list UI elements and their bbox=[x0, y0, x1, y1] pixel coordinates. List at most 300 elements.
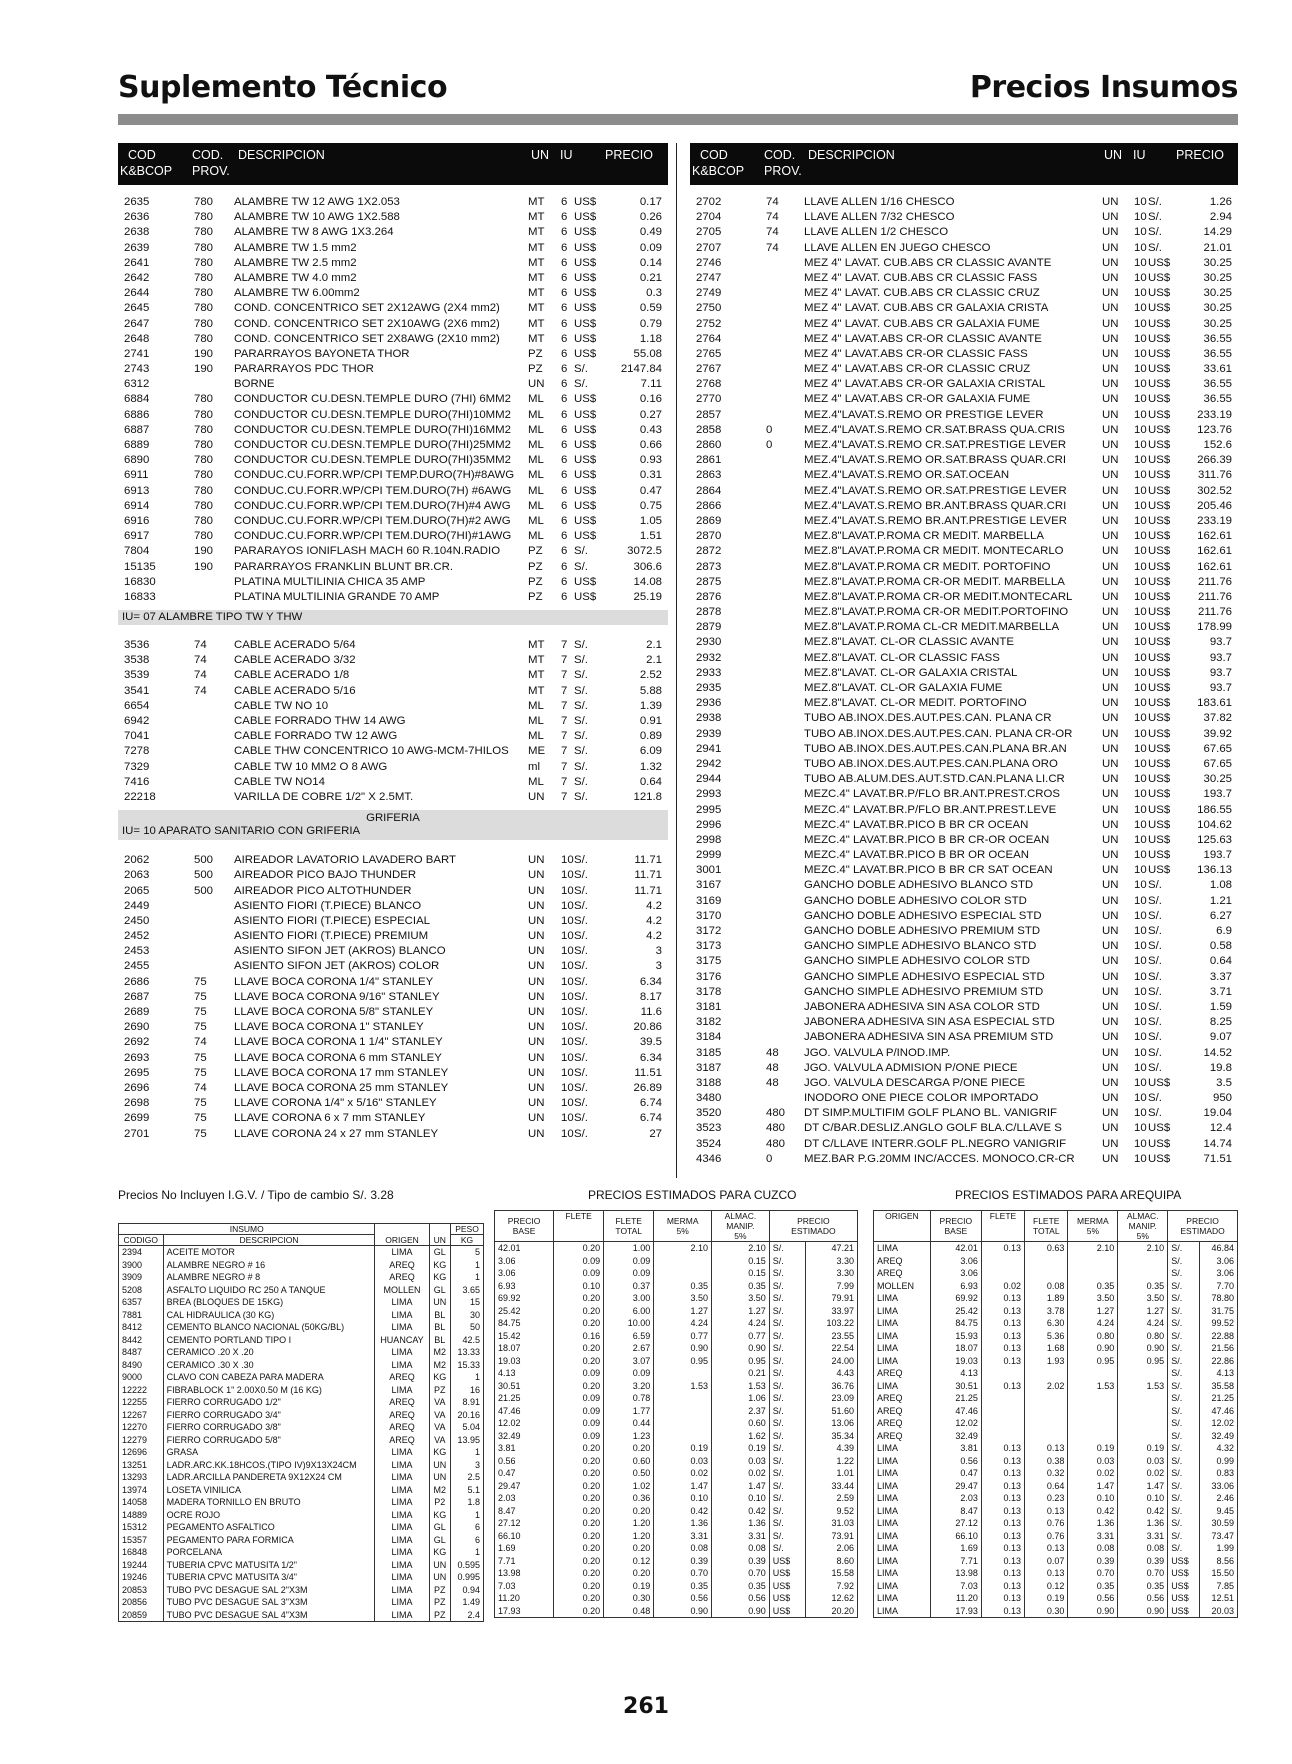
arequipa-base: 18.07 bbox=[930, 1342, 981, 1355]
item-code: 2638 bbox=[124, 226, 150, 239]
insumo-code: 12270 bbox=[119, 1421, 164, 1434]
cuzco-almac: 1.47 bbox=[712, 1480, 770, 1493]
item-description: MEZ.4"LAVAT.S.REMO OR.SAT.PRESTIGE LEVER bbox=[804, 484, 1067, 497]
item-description: MEZ 4" LAVAT.ABS CR-OR CLASSIC FASS bbox=[804, 347, 1028, 360]
cuzco-flete-total: 0.50 bbox=[604, 1467, 654, 1480]
cuzco-estimate: 35.34 bbox=[806, 1430, 858, 1443]
cuzco-currency: S/. bbox=[769, 1242, 806, 1255]
item-description: MEZ 4" LAVAT.ABS CR-OR GALAXIA FUME bbox=[804, 393, 1031, 406]
item-iu: 10 bbox=[561, 945, 574, 958]
table-row bbox=[690, 195, 1238, 210]
cuzco-currency: S/. bbox=[769, 1492, 806, 1505]
arequipa-base: 84.75 bbox=[930, 1317, 981, 1330]
arequipa-estimate: 1.99 bbox=[1199, 1542, 1237, 1555]
item-currency: US$ bbox=[1148, 849, 1171, 862]
item-currency: S/. bbox=[1148, 894, 1162, 907]
item-unit: UN bbox=[1102, 1061, 1119, 1074]
item-iu: 10 bbox=[561, 1021, 574, 1034]
arequipa-row bbox=[874, 1467, 1238, 1480]
item-code: 2639 bbox=[124, 241, 150, 254]
item-iu: 6 bbox=[561, 211, 568, 224]
cuzco-row bbox=[495, 1280, 858, 1293]
insumo-row bbox=[119, 1334, 484, 1347]
cuzco-flete: 0.20 bbox=[554, 1542, 604, 1555]
item-price: 1.26 bbox=[1209, 196, 1232, 208]
cuzco-almac: 1.36 bbox=[712, 1517, 770, 1530]
item-description: MEZC.4" LAVAT.BR.PICO B BR CR SAT OCEAN bbox=[804, 864, 1053, 877]
arequipa-estimate: 20.03 bbox=[1199, 1605, 1237, 1618]
cuzco-base: 17.93 bbox=[495, 1605, 554, 1618]
item-currency: US$ bbox=[574, 454, 597, 467]
item-description: CONDUCTOR CU.DESN.TEMPLE DURO(7HI)16MM2 bbox=[234, 423, 511, 436]
item-iu: 6 bbox=[561, 514, 568, 527]
arequipa-currency: US$ bbox=[1168, 1555, 1200, 1568]
item-description: ALAMBRE TW 2.5 mm2 bbox=[234, 256, 357, 269]
item-currency: US$ bbox=[574, 484, 597, 497]
cuzco-base: 0.47 bbox=[495, 1467, 554, 1480]
arequipa-flete: 0.13 bbox=[981, 1492, 1024, 1505]
insumo-row bbox=[119, 1434, 484, 1447]
cuzco-row bbox=[495, 1305, 858, 1318]
table-row bbox=[118, 884, 668, 899]
item-description: CONDUC.CU.FORR.WP/CPI TEM.DURO(7H) #6AWG bbox=[234, 484, 512, 497]
h-almac: ALMAC. MANIP. 5% bbox=[1118, 1211, 1168, 1242]
item-description: ASIENTO FIORI (T.PIECE) ESPECIAL bbox=[234, 914, 431, 927]
arequipa-row bbox=[874, 1342, 1238, 1355]
insumo-weight: 5 bbox=[451, 1246, 484, 1259]
item-code: 2939 bbox=[696, 727, 722, 740]
h-merma: MERMA 5% bbox=[1068, 1211, 1118, 1242]
cuzco-flete-total: 0.19 bbox=[604, 1580, 654, 1593]
item-description: VARILLA DE COBRE 1/2" X 2.5MT. bbox=[234, 790, 414, 803]
item-code: 6916 bbox=[124, 514, 150, 527]
insumo-row bbox=[119, 1446, 484, 1459]
table-row bbox=[690, 590, 1238, 605]
item-price: 2.94 bbox=[1209, 211, 1232, 224]
item-code: 2861 bbox=[696, 454, 722, 467]
cuzco-almac: 3.50 bbox=[712, 1292, 770, 1305]
insumo-weight: 3.65 bbox=[451, 1284, 484, 1297]
cuzco-estimate: 2.59 bbox=[806, 1492, 858, 1505]
table-row bbox=[690, 499, 1238, 514]
arequipa-origin: LIMA bbox=[874, 1342, 931, 1355]
item-currency: S/. bbox=[574, 1051, 588, 1064]
item-unit: MT bbox=[528, 317, 545, 330]
insumo-desc: ALAMBRE NEGRO # 8 bbox=[163, 1271, 375, 1284]
cuzco-merma: 0.35 bbox=[654, 1280, 712, 1293]
arequipa-flete: 0.13 bbox=[981, 1442, 1024, 1455]
table-row bbox=[690, 833, 1238, 848]
item-unit: PZ bbox=[528, 575, 543, 588]
item-unit: MT bbox=[528, 241, 545, 254]
header-rule bbox=[118, 114, 1238, 125]
cuzco-base: 0.56 bbox=[495, 1455, 554, 1468]
item-unit: ML bbox=[528, 699, 544, 712]
arequipa-flete-total: 0.13 bbox=[1025, 1505, 1068, 1518]
item-currency: S/. bbox=[1148, 1092, 1162, 1105]
item-unit: UN bbox=[1102, 849, 1119, 862]
arequipa-merma: 0.42 bbox=[1068, 1505, 1118, 1518]
item-unit: ML bbox=[528, 730, 544, 743]
arequipa-almac bbox=[1118, 1367, 1168, 1380]
table-row bbox=[690, 1152, 1238, 1167]
provider-code: 190 bbox=[194, 560, 214, 573]
item-iu: 10 bbox=[561, 1081, 574, 1094]
item-price: 193.7 bbox=[1203, 788, 1232, 801]
cuzco-flete-total: 0.09 bbox=[604, 1367, 654, 1380]
cuzco-almac: 0.70 bbox=[712, 1567, 770, 1580]
cuzco-merma: 0.03 bbox=[654, 1455, 712, 1468]
item-code: 2644 bbox=[124, 287, 150, 300]
insumo-origin: LIMA bbox=[375, 1534, 429, 1547]
item-unit: ML bbox=[528, 484, 544, 497]
table-row bbox=[118, 271, 668, 286]
insumo-origin: AREQ bbox=[375, 1259, 429, 1272]
cuzco-row bbox=[495, 1480, 858, 1493]
table-row bbox=[118, 423, 668, 438]
cuzco-base: 8.47 bbox=[495, 1505, 554, 1518]
provider-code: 780 bbox=[194, 469, 214, 482]
h-codigo: CODIGO bbox=[119, 1235, 164, 1246]
item-description: MEZ 4" LAVAT.ABS CR-OR CLASSIC CRUZ bbox=[804, 363, 1031, 376]
cuzco-base: 27.12 bbox=[495, 1517, 554, 1530]
arequipa-base: 11.20 bbox=[930, 1592, 981, 1605]
arequipa-row bbox=[874, 1430, 1238, 1443]
item-code: 4346 bbox=[696, 1152, 722, 1165]
table-row bbox=[690, 970, 1238, 985]
cuzco-base: 3.06 bbox=[495, 1255, 554, 1268]
insumo-unit: VA bbox=[429, 1396, 451, 1409]
table-row bbox=[690, 666, 1238, 681]
item-description: ALAMBRE TW 12 AWG 1X2.053 bbox=[234, 196, 400, 208]
item-unit: UN bbox=[1102, 545, 1119, 558]
item-description: LLAVE BOCA CORONA 1/4" STANLEY bbox=[234, 975, 434, 988]
item-description: GANCHO DOBLE ADHESIVO BLANCO STD bbox=[804, 879, 1034, 892]
table-row bbox=[690, 286, 1238, 301]
arequipa-row bbox=[874, 1580, 1238, 1593]
arequipa-base: 29.47 bbox=[930, 1480, 981, 1493]
arequipa-estimate: 12.02 bbox=[1199, 1417, 1237, 1430]
item-code: 2690 bbox=[124, 1021, 150, 1034]
provider-code: 74 bbox=[194, 654, 207, 667]
cuzco-currency: S/. bbox=[769, 1480, 806, 1493]
item-code: 2996 bbox=[696, 818, 722, 831]
item-iu: 10 bbox=[1134, 287, 1147, 300]
item-code: 16833 bbox=[124, 590, 156, 603]
cuzco-currency: S/. bbox=[769, 1367, 806, 1380]
arequipa-row bbox=[874, 1480, 1238, 1493]
item-currency: S/. bbox=[1148, 970, 1162, 983]
arequipa-almac: 4.24 bbox=[1118, 1317, 1168, 1330]
cuzco-estimate: 1.01 bbox=[806, 1467, 858, 1480]
table-row bbox=[690, 256, 1238, 271]
table-row bbox=[118, 484, 668, 499]
insumo-weight: 6 bbox=[451, 1534, 484, 1547]
item-currency: US$ bbox=[574, 469, 597, 482]
insumo-origin: LIMA bbox=[375, 1296, 429, 1309]
item-iu: 10 bbox=[1134, 894, 1147, 907]
item-description: CABLE FORRADO TW 12 AWG bbox=[234, 730, 398, 743]
insumo-code: 19244 bbox=[119, 1559, 164, 1572]
item-price: 0.64 bbox=[1209, 955, 1232, 968]
cuzco-almac: 1.06 bbox=[712, 1392, 770, 1405]
table-row bbox=[118, 438, 668, 453]
insumo-unit: KG bbox=[429, 1546, 451, 1559]
cuzco-flete: 0.16 bbox=[554, 1330, 604, 1343]
item-description: CABLE ACERADO 3/32 bbox=[234, 654, 356, 667]
cuzco-estimate: 23.09 bbox=[806, 1392, 858, 1405]
arequipa-estimate: 46.84 bbox=[1199, 1242, 1237, 1255]
item-unit: UN bbox=[1102, 499, 1119, 512]
table-row bbox=[118, 317, 668, 332]
item-currency: US$ bbox=[1148, 833, 1171, 846]
item-code: 2995 bbox=[696, 803, 722, 816]
arequipa-almac: 1.53 bbox=[1118, 1380, 1168, 1393]
arequipa-row bbox=[874, 1405, 1238, 1418]
table-row bbox=[690, 863, 1238, 878]
arequipa-flete-total: 0.07 bbox=[1025, 1555, 1068, 1568]
item-price: 183.61 bbox=[1197, 697, 1232, 710]
item-description: ASIENTO SIFON JET (AKROS) BLANCO bbox=[234, 945, 446, 958]
hdr-cod: COD bbox=[700, 148, 728, 162]
item-unit: ML bbox=[528, 775, 544, 788]
cuzco-flete-total: 0.78 bbox=[604, 1392, 654, 1405]
provider-code: 74 bbox=[194, 684, 207, 697]
insumo-row bbox=[119, 1534, 484, 1547]
arequipa-base: 8.47 bbox=[930, 1505, 981, 1518]
cuzco-currency: S/. bbox=[769, 1442, 806, 1455]
cuzco-row bbox=[495, 1555, 858, 1568]
item-iu: 6 bbox=[561, 287, 568, 300]
right-column-header bbox=[690, 143, 1238, 185]
hdr-prov2: PROV. bbox=[764, 164, 802, 178]
arequipa-currency: S/. bbox=[1168, 1455, 1200, 1468]
item-currency: S/. bbox=[1148, 925, 1162, 937]
item-price: 233.19 bbox=[1197, 514, 1232, 527]
item-code: 2705 bbox=[696, 226, 722, 239]
item-code: 6942 bbox=[124, 715, 150, 727]
cuzco-merma bbox=[654, 1405, 712, 1418]
item-code: 2641 bbox=[124, 256, 150, 269]
item-unit: UN bbox=[1102, 469, 1119, 482]
table-row bbox=[690, 894, 1238, 909]
arequipa-merma: 2.10 bbox=[1068, 1242, 1118, 1255]
insumo-desc: BREA (BLOQUES DE 15KG) bbox=[163, 1296, 375, 1309]
insumo-unit: KG bbox=[429, 1271, 451, 1284]
item-unit: UN bbox=[1102, 1137, 1119, 1150]
item-description: AIREADOR LAVATORIO LAVADERO BART bbox=[234, 854, 456, 867]
item-code: 2857 bbox=[696, 408, 722, 421]
item-price: 3.37 bbox=[1209, 970, 1232, 983]
left-rows bbox=[118, 195, 668, 1142]
cuzco-flete-total: 3.00 bbox=[604, 1292, 654, 1305]
arequipa-base: 15.93 bbox=[930, 1330, 981, 1343]
arequipa-flete-total bbox=[1025, 1417, 1068, 1430]
cuzco-flete-total: 0.20 bbox=[604, 1505, 654, 1518]
item-unit: UN bbox=[1102, 241, 1119, 254]
item-unit: UN bbox=[1102, 864, 1119, 877]
item-currency: S/. bbox=[574, 990, 588, 1003]
item-iu: 10 bbox=[1134, 363, 1147, 376]
arequipa-currency: S/. bbox=[1168, 1430, 1200, 1443]
cuzco-currency: S/. bbox=[769, 1417, 806, 1430]
item-price: 205.46 bbox=[1197, 499, 1232, 512]
item-price: 0.17 bbox=[639, 196, 662, 208]
item-iu: 10 bbox=[1134, 803, 1147, 816]
insumo-unit: PZ bbox=[429, 1609, 451, 1622]
provider-code: 48 bbox=[766, 1061, 779, 1074]
cuzco-estimate: 12.62 bbox=[806, 1592, 858, 1605]
cuzco-flete: 0.20 bbox=[554, 1567, 604, 1580]
arequipa-row bbox=[874, 1555, 1238, 1568]
table-row bbox=[118, 544, 668, 559]
provider-code: 75 bbox=[194, 1112, 207, 1125]
item-code: 6887 bbox=[124, 423, 150, 436]
arequipa-flete: 0.13 bbox=[981, 1592, 1024, 1605]
item-currency: US$ bbox=[574, 575, 597, 588]
supplement-title: Suplemento Técnico bbox=[118, 70, 448, 105]
provider-code: 48 bbox=[766, 1046, 779, 1059]
item-price: 11.71 bbox=[634, 854, 662, 867]
item-description: MEZ.8"LAVAT.P.ROMA CR-OR MEDIT. MARBELLA bbox=[804, 575, 1065, 588]
item-description: MEZ 4" LAVAT. CUB.ABS CR CLASSIC FASS bbox=[804, 271, 1038, 284]
cuzco-flete-total: 1.23 bbox=[604, 1430, 654, 1443]
insumo-weight: 42.5 bbox=[451, 1334, 484, 1347]
h-merma: MERMA 5% bbox=[654, 1211, 712, 1242]
item-iu: 10 bbox=[561, 1112, 574, 1125]
item-description: CONDUC.CU.FORR.WP/CPI TEM.DURO(7H)#4 AWG bbox=[234, 499, 511, 512]
table-row bbox=[690, 985, 1238, 1000]
item-price: 306.6 bbox=[633, 560, 662, 573]
insumo-origin: LIMA bbox=[375, 1571, 429, 1584]
table-row bbox=[118, 714, 668, 729]
item-iu: 6 bbox=[561, 317, 568, 330]
insumo-origin: AREQ bbox=[375, 1434, 429, 1447]
table-row bbox=[118, 959, 668, 974]
item-iu: 10 bbox=[561, 975, 574, 988]
table-row bbox=[118, 775, 668, 790]
item-code: 2936 bbox=[696, 697, 722, 710]
provider-code: 75 bbox=[194, 1021, 207, 1034]
table-row bbox=[118, 1127, 668, 1142]
item-code: 6911 bbox=[124, 469, 149, 482]
page-number: 261 bbox=[623, 1694, 669, 1719]
item-description: CONDUCTOR CU.DESN.TEMPLE DURO(7HI)25MM2 bbox=[234, 439, 511, 451]
item-iu: 7 bbox=[561, 699, 568, 712]
arequipa-row bbox=[874, 1442, 1238, 1455]
item-code: 2750 bbox=[696, 302, 722, 315]
provider-code: 75 bbox=[194, 1127, 207, 1140]
cuzco-flete: 0.20 bbox=[554, 1442, 604, 1455]
insumo-weight: 1 bbox=[451, 1271, 484, 1284]
item-unit: UN bbox=[1102, 727, 1119, 740]
insumo-origin: LIMA bbox=[375, 1509, 429, 1522]
item-code: 2698 bbox=[124, 1097, 150, 1110]
item-price: 9.07 bbox=[1209, 1031, 1232, 1044]
cuzco-flete: 0.20 bbox=[554, 1317, 604, 1330]
cuzco-merma bbox=[654, 1367, 712, 1380]
arequipa-origin: LIMA bbox=[874, 1530, 931, 1543]
item-currency: US$ bbox=[1148, 530, 1171, 543]
item-code: 3185 bbox=[696, 1046, 722, 1059]
item-iu: 10 bbox=[1134, 1076, 1147, 1089]
cuzco-flete: 0.09 bbox=[554, 1392, 604, 1405]
arequipa-estimate: 3.06 bbox=[1199, 1255, 1237, 1268]
provider-code: 780 bbox=[194, 211, 214, 224]
item-currency: US$ bbox=[1148, 651, 1171, 664]
item-code: 2935 bbox=[696, 682, 722, 694]
insumo-row bbox=[119, 1521, 484, 1534]
item-currency: US$ bbox=[574, 423, 597, 436]
insumo-weight: 1 bbox=[451, 1446, 484, 1459]
item-unit: UN bbox=[1102, 378, 1119, 391]
cuzco-flete-total: 0.30 bbox=[604, 1592, 654, 1605]
cuzco-almac: 0.42 bbox=[712, 1505, 770, 1518]
item-code: 2065 bbox=[124, 884, 150, 897]
item-description: GANCHO DOBLE ADHESIVO COLOR STD bbox=[804, 894, 1027, 907]
item-currency: US$ bbox=[1148, 347, 1171, 360]
provider-code: 74 bbox=[766, 226, 779, 239]
insumo-weight: 0.995 bbox=[451, 1571, 484, 1584]
item-price: 8.17 bbox=[639, 990, 662, 1003]
item-unit: MT bbox=[528, 684, 545, 697]
item-price: 0.66 bbox=[639, 439, 662, 451]
item-code: 6884 bbox=[124, 393, 150, 406]
cuzco-flete: 0.20 bbox=[554, 1580, 604, 1593]
insumo-origin: LIMA bbox=[375, 1384, 429, 1397]
item-unit: UN bbox=[1102, 970, 1119, 983]
item-description: MEZ.4"LAVAT.S.REMO CR.SAT.PRESTIGE LEVER bbox=[804, 439, 1067, 451]
insumo-origin: LIMA bbox=[375, 1559, 429, 1572]
arequipa-almac bbox=[1118, 1405, 1168, 1418]
insumo-code: 3900 bbox=[119, 1259, 164, 1272]
insumo-desc: TUBERIA CPVC MATUSITA 3/4" bbox=[163, 1571, 375, 1584]
item-iu: 10 bbox=[561, 1036, 574, 1049]
insumo-code: 2394 bbox=[119, 1246, 164, 1259]
cuzco-almac: 3.31 bbox=[712, 1530, 770, 1543]
insumo-origin: LIMA bbox=[375, 1584, 429, 1597]
item-currency: S/. bbox=[574, 790, 588, 803]
table-row bbox=[118, 929, 668, 944]
cuzco-row bbox=[495, 1492, 858, 1505]
cuzco-flete-total: 3.20 bbox=[604, 1380, 654, 1393]
cuzco-almac: 0.90 bbox=[712, 1605, 770, 1618]
item-currency: US$ bbox=[1148, 1152, 1171, 1165]
cuzco-base: 7.71 bbox=[495, 1555, 554, 1568]
item-description: GANCHO DOBLE ADHESIVO ESPECIAL STD bbox=[804, 909, 1042, 922]
item-unit: UN bbox=[528, 990, 545, 1003]
item-unit: UN bbox=[1102, 1092, 1119, 1105]
table-row bbox=[690, 560, 1238, 575]
item-currency: US$ bbox=[1148, 271, 1171, 284]
arequipa-row bbox=[874, 1505, 1238, 1518]
item-iu: 10 bbox=[1134, 211, 1147, 224]
insumo-row bbox=[119, 1559, 484, 1572]
cuzco-row bbox=[495, 1392, 858, 1405]
item-description: JGO. VALVULA ADMISION P/ONE PIECE bbox=[804, 1061, 1018, 1074]
insumo-desc: TUBO PVC DESAGUE SAL 2"X3M bbox=[163, 1584, 375, 1597]
arequipa-flete-total bbox=[1025, 1430, 1068, 1443]
item-currency: S/. bbox=[1148, 226, 1162, 239]
insumo-origin: LIMA bbox=[375, 1484, 429, 1497]
arequipa-merma: 0.35 bbox=[1068, 1580, 1118, 1593]
table-row bbox=[690, 711, 1238, 726]
arequipa-row bbox=[874, 1567, 1238, 1580]
table-row bbox=[690, 742, 1238, 757]
item-description: MEZ.BAR P.G.20MM INC/ACCES. MONOCO.CR-CR bbox=[804, 1152, 1075, 1165]
item-iu: 6 bbox=[561, 560, 568, 573]
item-description: LLAVE BOCA CORONA 25 mm STANLEY bbox=[234, 1081, 449, 1094]
